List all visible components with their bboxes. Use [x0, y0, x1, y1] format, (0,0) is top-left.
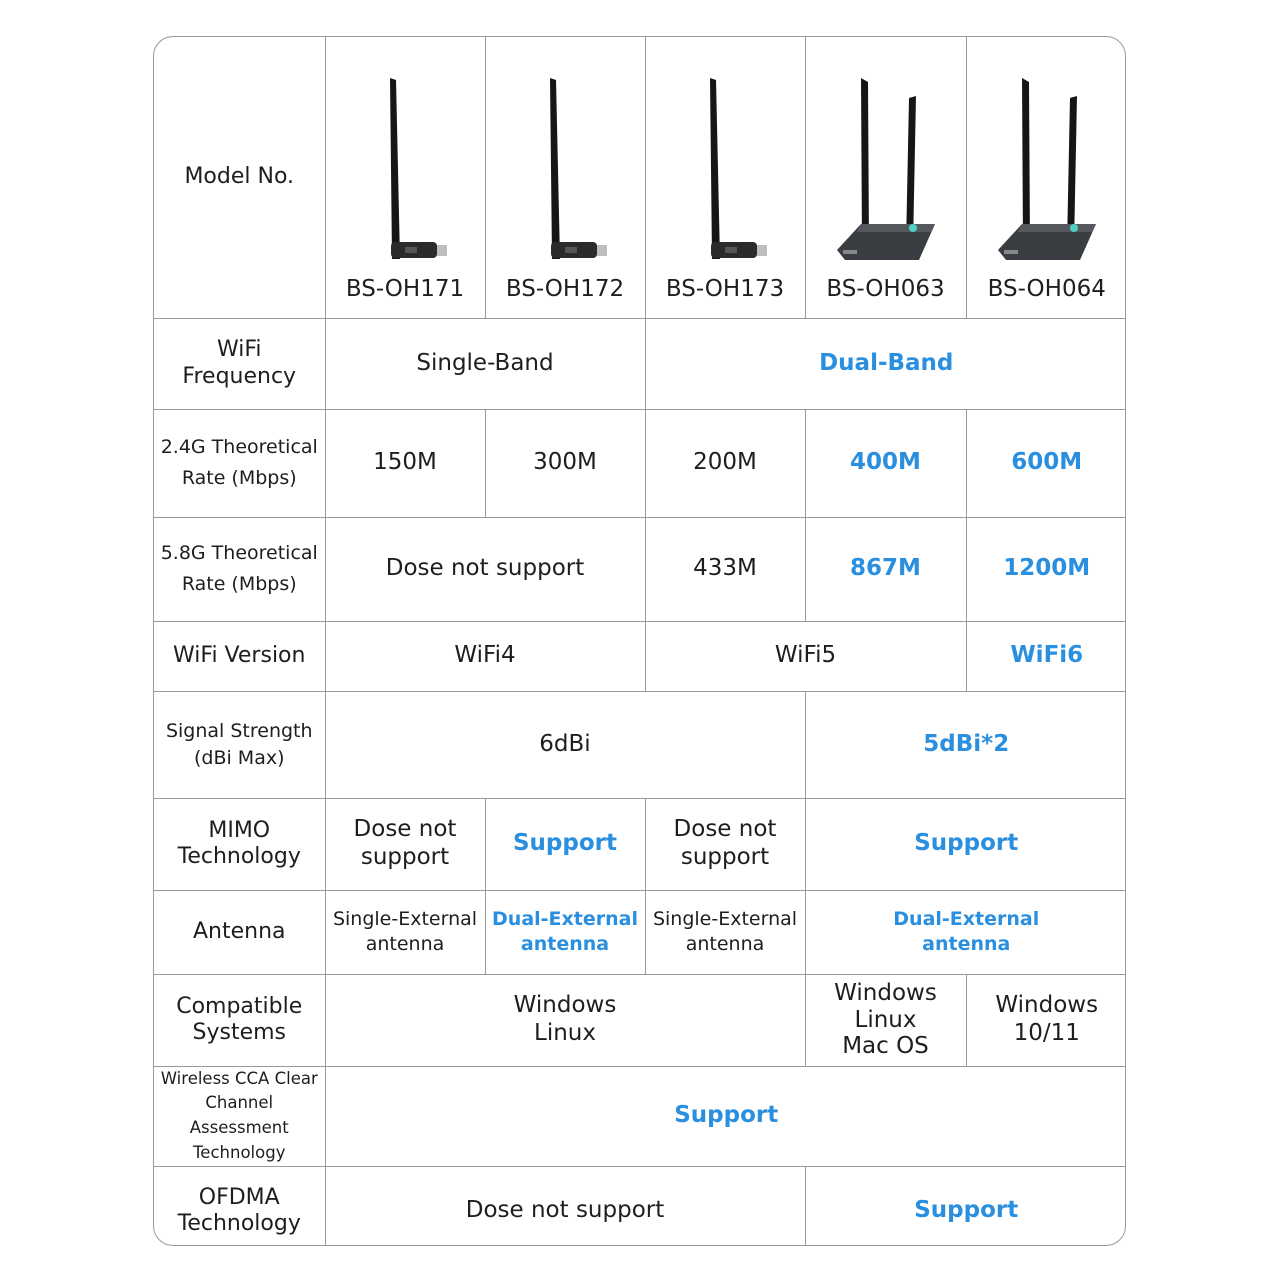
value-cell-highlight: Dual-External antenna [805, 890, 1126, 974]
value-cell: 6dBi [325, 691, 805, 798]
row-label: Signal Strength (dBi Max) [154, 691, 325, 798]
value-cell: WiFi4 [325, 621, 645, 691]
value-cell: Dose not support [325, 798, 485, 890]
model-cell-oh063 [805, 37, 966, 318]
value-cell-highlight: Support [805, 798, 1126, 890]
model-name: BS-OH171 [345, 275, 465, 302]
dual-antenna-adapter-image [992, 74, 1102, 264]
dual-antenna-adapter-image [831, 74, 941, 264]
value-cell-highlight: Dual-External antenna [485, 890, 645, 974]
compatible-systems-row [154, 974, 1126, 1066]
model-name: BS-OH064 [987, 275, 1106, 302]
row-label: WiFi Frequency [154, 318, 325, 409]
value-cell: Windows Linux Mac OS [805, 974, 966, 1066]
value-cell: Windows Linux [325, 974, 805, 1066]
comparison-table [153, 36, 1126, 1246]
single-antenna-adapter-image [520, 74, 610, 264]
row-label: Wireless CCA Clear Channel Assessment Technology [154, 1066, 325, 1166]
value-cell: Single-External antenna [645, 890, 805, 974]
rate-24g-row [154, 409, 1126, 517]
value-cell: Single-Band [325, 318, 645, 409]
model-cell-oh173 [645, 37, 805, 318]
wifi-frequency-row [154, 318, 1126, 409]
model-cell-oh064 [966, 37, 1126, 318]
model-label: Model No. [154, 37, 325, 318]
value-cell: Windows 10/11 [966, 974, 1126, 1066]
value-cell: Single-External antenna [325, 890, 485, 974]
value-cell-highlight: 1200M [966, 517, 1126, 621]
row-label: WiFi Version [154, 621, 325, 691]
model-name: BS-OH063 [826, 275, 945, 302]
cca-row [154, 1066, 1126, 1166]
wifi-version-row [154, 621, 1126, 691]
mimo-row [154, 798, 1126, 890]
row-label: 5.8G Theoretical Rate (Mbps) [154, 517, 325, 621]
row-label: MIMO Technology [154, 798, 325, 890]
value-cell-highlight: WiFi6 [966, 621, 1126, 691]
value-cell-highlight: Dual-Band [645, 318, 1126, 409]
rate-58g-row [154, 517, 1126, 621]
row-label: Antenna [154, 890, 325, 974]
value-cell: Dose not support [325, 517, 645, 621]
single-antenna-adapter-image [680, 74, 770, 264]
value-cell: 200M [645, 409, 805, 517]
value-cell-highlight: Support [485, 798, 645, 890]
antenna-row [154, 890, 1126, 974]
row-label: Compatible Systems [154, 974, 325, 1066]
value-cell-highlight: 5dBi*2 [805, 691, 1126, 798]
row-label: OFDMA Technology [154, 1166, 325, 1246]
ofdma-row [154, 1166, 1126, 1246]
value-cell-highlight: Support [805, 1166, 1126, 1246]
value-cell-highlight: Support [325, 1066, 1126, 1166]
value-cell: Dose not support [645, 798, 805, 890]
single-antenna-adapter-image [360, 74, 450, 264]
model-name: BS-OH173 [665, 275, 785, 302]
value-cell: WiFi5 [645, 621, 966, 691]
model-cell-oh171 [325, 37, 485, 318]
value-cell: 150M [325, 409, 485, 517]
value-cell-highlight: 867M [805, 517, 966, 621]
model-row [154, 37, 1126, 318]
value-cell-highlight: 400M [805, 409, 966, 517]
row-label: 2.4G Theoretical Rate (Mbps) [154, 409, 325, 517]
value-cell: Dose not support [325, 1166, 805, 1246]
signal-strength-row [154, 691, 1126, 798]
model-cell-oh172 [485, 37, 645, 318]
value-cell: 433M [645, 517, 805, 621]
model-name: BS-OH172 [505, 275, 625, 302]
value-cell-highlight: 600M [966, 409, 1126, 517]
value-cell: 300M [485, 409, 645, 517]
